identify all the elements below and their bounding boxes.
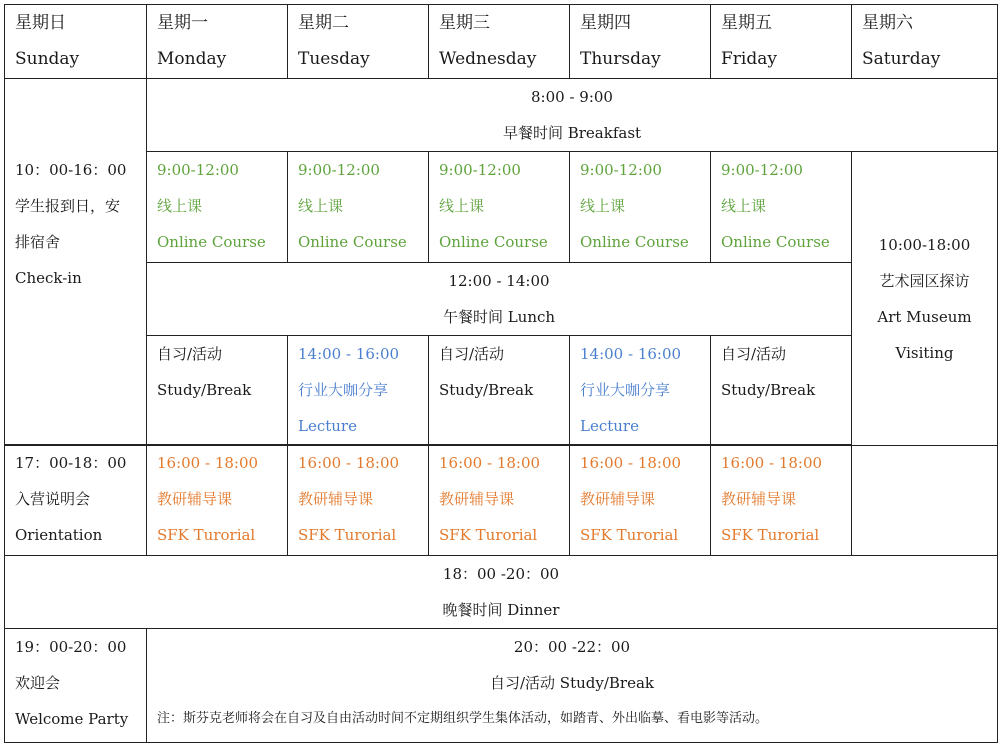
tutorial-row: [5, 445, 998, 556]
online-course-thursday: 9:00-12:00 线上课 Online Course: [570, 152, 711, 262]
day-header-friday: 星期五 Friday: [711, 5, 852, 79]
day-header-tuesday: 星期二 Tuesday: [288, 5, 429, 79]
schedule-table-lower: [4, 444, 998, 743]
breakfast-cell: 8:00 - 9:00 早餐时间 Breakfast: [147, 79, 998, 152]
evening-row: [5, 629, 998, 743]
study-break-friday: 自习/活动 Study/Break: [711, 335, 852, 445]
lecture-tuesday: 14:00 - 16:00 行业大咖分享 Lecture: [288, 335, 429, 445]
sunday-orientation-cell: 17：00-18：00 入营说明会 Orientation: [5, 445, 147, 556]
saturday-visit-continued: [852, 445, 998, 556]
study-break-monday: 自习/活动 Study/Break: [147, 335, 288, 445]
tutorial-friday: 16:00 - 18:00 教研辅导课 SFK Turorial: [711, 445, 852, 556]
schedule-table: [4, 4, 998, 446]
dinner-row: [5, 556, 998, 629]
header-row: [5, 5, 998, 79]
tutorial-wednesday: 16:00 - 18:00 教研辅导课 SFK Turorial: [429, 445, 570, 556]
tutorial-monday: 16:00 - 18:00 教研辅导课 SFK Turorial: [147, 445, 288, 556]
lecture-thursday: 14:00 - 16:00 行业大咖分享 Lecture: [570, 335, 711, 445]
day-header-wednesday: 星期三 Wednesday: [429, 5, 570, 79]
lunch-row: [5, 262, 998, 335]
evening-cell: 20：00 -22：00 自习/活动 Study/Break 注：斯芬克老师将会在自习及自由活动时间不定期组织学生集体活动，如踏青、外出临摹、看电影等活动。: [147, 629, 998, 743]
afternoon-row: [5, 335, 998, 445]
day-header-thursday: 星期四 Thursday: [570, 5, 711, 79]
day-header-monday: 星期一 Monday: [147, 5, 288, 79]
online-course-wednesday: 9:00-12:00 线上课 Online Course: [429, 152, 570, 262]
online-course-friday: 9:00-12:00 线上课 Online Course: [711, 152, 852, 262]
day-header-saturday: 星期六 Saturday: [852, 5, 998, 79]
sunday-checkin-cell: 10：00-16：00 学生报到日，安 排宿舍 Check-in: [5, 79, 147, 446]
saturday-visit-cell: 10:00-18:00 艺术园区探访 Art Museum Visiting: [852, 152, 998, 446]
study-break-wednesday: 自习/活动 Study/Break: [429, 335, 570, 445]
online-course-tuesday: 9:00-12:00 线上课 Online Course: [288, 152, 429, 262]
online-course-row: [5, 152, 998, 262]
lunch-cell: 12:00 - 14:00 午餐时间 Lunch: [147, 262, 852, 335]
day-header-sunday: 星期日 Sunday: [5, 5, 147, 79]
dinner-cell: 18：00 -20：00 晚餐时间 Dinner: [5, 556, 998, 629]
online-course-monday: 9:00-12:00 线上课 Online Course: [147, 152, 288, 262]
tutorial-tuesday: 16:00 - 18:00 教研辅导课 SFK Turorial: [288, 445, 429, 556]
tutorial-thursday: 16:00 - 18:00 教研辅导课 SFK Turorial: [570, 445, 711, 556]
evening-note: 注：斯芬克老师将会在自习及自由活动时间不定期组织学生集体活动，如踏青、外出临摹、看电影等活动。: [157, 711, 769, 726]
breakfast-row: [5, 79, 998, 152]
sunday-welcome-cell: 19：00-20：00 欢迎会 Welcome Party: [5, 629, 147, 743]
